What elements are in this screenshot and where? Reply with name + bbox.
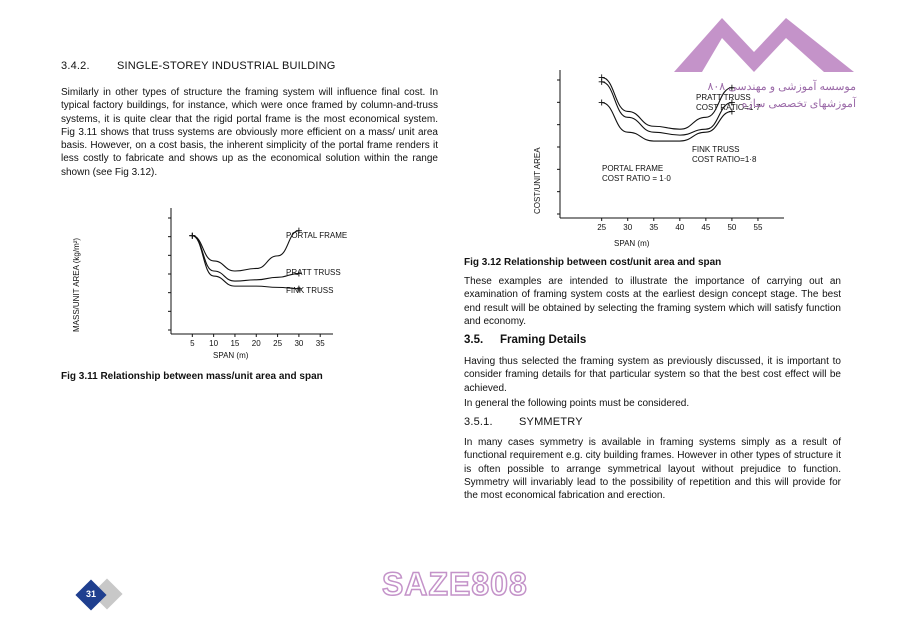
chart2-label-fink-1: FINK TRUSS (692, 145, 740, 154)
chart1-x-tick-label: 30 (294, 339, 304, 348)
points-paragraph: In general the following points must be considered. (464, 398, 690, 409)
chart-mass-vs-span (72, 196, 373, 366)
chart1-xlabel: SPAN (m) (213, 351, 249, 360)
examples-paragraph: These examples are intended to illustrate the importance of carrying out an examination of framing system costs at the earliest design concept stage. The best end result will be obtained by selecting the framing system which will satisfy function and economy. (464, 276, 841, 327)
chart1-x-tick-label: 25 (273, 339, 283, 348)
chart1-ylabel: MASS/UNIT AREA (kg/m²) (72, 237, 81, 332)
chart2-x-tick-label: 40 (675, 223, 685, 232)
institute-logo (674, 10, 864, 120)
logo-mountain-shape (674, 18, 854, 72)
chart2-label-portal-1: PORTAL FRAME (602, 164, 664, 173)
figure-caption-3-12: Fig 3.12 Relationship between cost/unit area and span (464, 257, 722, 268)
figure-caption-3-11: Fig 3.11 Relationship between mass/unit area and span (61, 371, 323, 382)
chart1-x-tick-label: 15 (230, 339, 240, 348)
chart2-point-marker (599, 79, 605, 85)
chart2-x-tick-label: 50 (727, 223, 737, 232)
symmetry-paragraph: In many cases symmetry is available in framing systems simply as a result of functional requirement e.g. city building frames. However in other types of structure it is often possible to arrange symmetrical layout without prejudice to function. Symmetry will invariably lead to the possibility of repetition and this will provide for the most economical fabrication and erection. (464, 437, 841, 502)
chart2-label-pratt-2: COST RATIO=1·7 (696, 103, 761, 112)
chart1-x-tick-label: 10 (209, 339, 219, 348)
chart2-x-tick-label: 55 (753, 223, 763, 232)
chart1-label-pratt: PRATT TRUSS (286, 268, 341, 277)
chart2-label-pratt-1: PRATT TRUSS (696, 93, 751, 102)
chart1-point-marker (189, 233, 195, 239)
subsection-number: 3.5.1. (464, 416, 493, 428)
chart2-xlabel: SPAN (m) (614, 239, 650, 248)
chart2-label-portal-2: COST RATIO = 1·0 (602, 174, 671, 183)
framing-paragraph: Having thus selected the framing system as previously discussed, it is important to consider framing details for that particular system so that the best cost effect will be achieved. (464, 356, 841, 394)
page-number: 31 (85, 589, 96, 599)
chart2-ylabel: COST/UNIT AREA (533, 147, 542, 214)
chart1-label-portal: PORTAL FRAME (286, 231, 348, 240)
chart1-label-fink: FINK TRUSS (286, 286, 334, 295)
chart2-label-fink-2: COST RATIO=1·8 (692, 155, 757, 164)
watermark: SAZE808 (382, 566, 528, 602)
section-3-5-title: Framing Details (500, 334, 587, 346)
chart2-x-tick-label: 35 (649, 223, 659, 232)
chart1-series-line-0 (192, 231, 299, 271)
section-3-5-number: 3.5. (464, 334, 484, 346)
logo-text-line1: موسسه آموزشی و مهندسی ۸۰۸ (707, 81, 856, 93)
section-heading: SINGLE-STOREY INDUSTRIAL BUILDING (117, 60, 336, 72)
chart1-x-tick-label: 20 (251, 339, 261, 348)
logo-text-line2: آموزشهای تخصصی سازه (741, 98, 856, 110)
chart2-x-tick-label: 25 (597, 223, 607, 232)
chart1-x-tick-label: 5 (190, 339, 195, 348)
chart2-point-marker (599, 100, 605, 106)
section-number: 3.4.2. (61, 60, 90, 72)
chart2-x-tick-label: 30 (623, 223, 633, 232)
chart2-x-tick-label: 45 (701, 223, 711, 232)
chart1-x-tick-label: 35 (315, 339, 325, 348)
subsection-title: SYMMETRY (519, 416, 583, 428)
intro-paragraph: Similarly in other types of structure the framing system will influence final cost. In typical factory buildings, for instance, which were once framed by column-and-truss systems, it is quite clear that the rigid portal frame is the most economical system. Fig 3.11 shows that truss systems are obviously more efficient on a mass/ unit area basis. However, on a cost basis, the inherent simplicity of the portal frame renders it less costly to fabricate and shows up as the economical solution within the range shown (see Fig 3.12). (61, 87, 438, 178)
